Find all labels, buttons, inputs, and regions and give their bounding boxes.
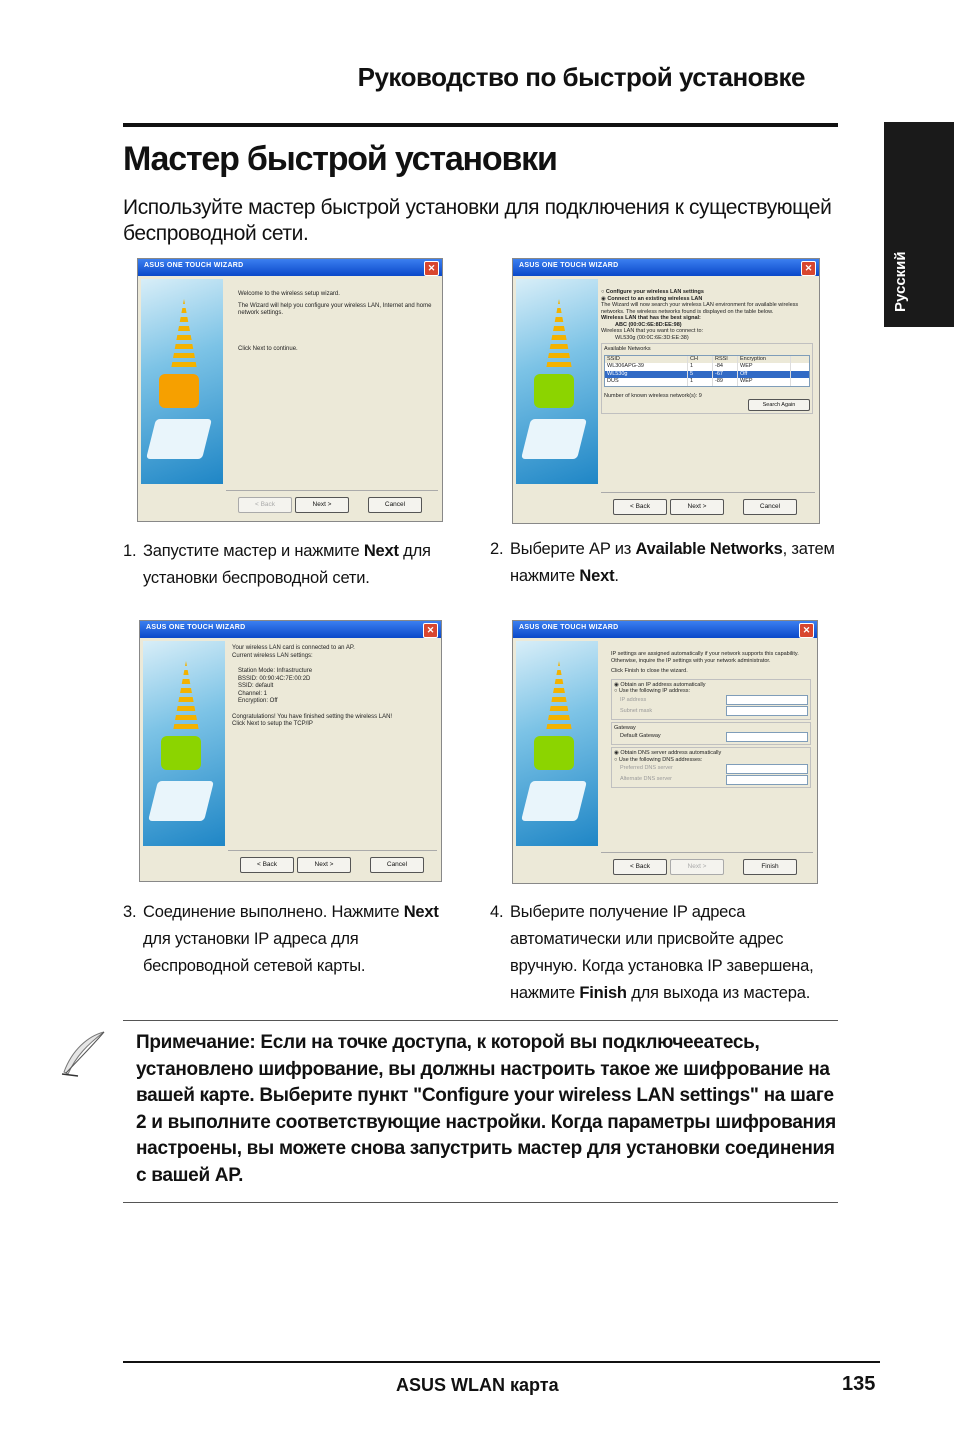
dns-pref-field[interactable] bbox=[726, 764, 808, 774]
footer-rule bbox=[123, 1361, 880, 1363]
window-title: ASUS ONE TOUCH WIZARD bbox=[146, 624, 246, 631]
language-tab bbox=[884, 122, 954, 327]
gateway-label: Default Gateway bbox=[620, 733, 661, 740]
best-signal-label: Wireless LAN that has the best signal: bbox=[601, 315, 701, 321]
wizard-graphic bbox=[141, 279, 223, 484]
ip-group bbox=[611, 679, 811, 720]
group-label: Available Networks bbox=[604, 346, 651, 352]
ip-address-label: IP address bbox=[620, 696, 647, 703]
gateway-field[interactable] bbox=[726, 732, 808, 742]
wizard-graphic bbox=[143, 641, 225, 846]
close-icon[interactable]: ✕ bbox=[799, 623, 814, 638]
connect-to-label: Wireless LAN that you want to connect to: bbox=[601, 328, 704, 334]
window-title: ASUS ONE TOUCH WIZARD bbox=[519, 624, 619, 631]
description-text: The Wizard will help you configure your wireless LAN, Internet and home network settings. bbox=[238, 302, 432, 316]
next-button[interactable]: Next > bbox=[670, 859, 724, 875]
next-button[interactable]: Next > bbox=[295, 497, 349, 513]
dns-manual-radio[interactable]: ○ Use the following DNS addresses: bbox=[614, 756, 703, 763]
window-title: ASUS ONE TOUCH WIZARD bbox=[144, 262, 244, 269]
quill-icon bbox=[58, 1030, 108, 1078]
dns-alt-field[interactable] bbox=[726, 775, 808, 785]
note-rule-top bbox=[123, 1020, 838, 1021]
window-title: ASUS ONE TOUCH WIZARD bbox=[519, 262, 619, 269]
dns-pref-label: Preferred DNS server bbox=[620, 765, 673, 772]
step-3-caption: 3. Соединение выполнено. Нажмите Next для установки IP адреса для беспроводной сетевой карты. bbox=[123, 903, 439, 975]
back-button[interactable]: < Back bbox=[613, 499, 667, 515]
best-signal-value: ABC (00:0C:6E:8D:EE:98) bbox=[615, 321, 682, 328]
gateway-group bbox=[611, 722, 811, 746]
connect-to-value: WL530g (00:0C:6E:3D:EE:38) bbox=[615, 334, 689, 341]
search-again-button[interactable]: Search Again bbox=[748, 399, 810, 411]
ip-description: IP settings are assigned automatically if your network supports this capability. Otherwise, inquire the IP settings with your network administrator. bbox=[611, 651, 799, 664]
connected-text: Your wireless LAN card is connected to an AP. bbox=[232, 645, 355, 651]
welcome-text: Welcome to the wireless setup wizard. bbox=[238, 291, 340, 297]
step-1-caption: 1. Запустите мастер и нажмите Next для установки беспроводной сети. bbox=[123, 542, 431, 587]
table-row[interactable]: DUS 1 -89 WEP bbox=[605, 378, 809, 386]
wizard-screenshot-2 bbox=[512, 258, 820, 524]
gateway-group-label: Gateway bbox=[614, 724, 636, 731]
cancel-button[interactable]: Cancel bbox=[743, 499, 797, 515]
cancel-button[interactable]: Cancel bbox=[368, 497, 422, 513]
wizard-screenshot-3 bbox=[139, 620, 442, 882]
wizard-graphic bbox=[516, 641, 598, 846]
running-header: Руководство по быстрой установке bbox=[357, 62, 805, 92]
ip-auto-radio[interactable]: ◉ Obtain an IP address automatically bbox=[614, 681, 706, 688]
intro-paragraph: Используйте мастер быстрой установки для подключения к существующей беспроводной сети. bbox=[123, 196, 832, 245]
back-button[interactable]: < Back bbox=[613, 859, 667, 875]
next-button[interactable]: Next > bbox=[297, 857, 351, 873]
cancel-button[interactable]: Cancel bbox=[370, 857, 424, 873]
close-icon[interactable]: ✕ bbox=[424, 261, 439, 276]
status-list: Station Mode: Infrastructure BSSID: 00:90:4C:7E:00:2D SSID: default Channel: 1 Encryption: Off bbox=[238, 668, 313, 704]
congrats-text: Congratulations! You have finished setting the wireless LAN! bbox=[232, 713, 393, 720]
dns-group bbox=[611, 747, 811, 788]
title-bar bbox=[513, 259, 819, 276]
search-description: The Wizard will now search your wireless LAN environment for available wireless networks. The wireless networks found is displayed on the table below. bbox=[601, 302, 799, 315]
wizard-graphic bbox=[516, 279, 598, 484]
header-rule bbox=[123, 123, 838, 127]
network-count: Number of known wireless network(s): 9 bbox=[604, 392, 702, 399]
dns-alt-label: Alternate DNS server bbox=[620, 776, 672, 783]
networks-table[interactable]: SSID CH RSSI Encryption WL306APG-39 1 -84 WEP WL530g 5 -67 Off DUS 1 -89 WEP bbox=[604, 355, 810, 387]
back-button[interactable]: < Back bbox=[240, 857, 294, 873]
wizard-screenshot-4 bbox=[512, 620, 818, 884]
table-row[interactable]: WL306APG-39 1 -84 WEP bbox=[605, 363, 809, 371]
finish-instruction: Click Finish to close the wizard. bbox=[611, 668, 688, 674]
close-icon[interactable]: ✕ bbox=[423, 623, 438, 638]
finish-button[interactable]: Finish bbox=[743, 859, 797, 875]
option-connect[interactable]: ◉ Connect to an existing wireless LAN bbox=[601, 295, 703, 302]
page-number: 135 bbox=[842, 1373, 876, 1395]
available-networks-group bbox=[601, 343, 813, 414]
note-rule-bottom bbox=[123, 1202, 838, 1203]
footer-product-name: ASUS WLAN карта bbox=[396, 1375, 559, 1395]
title-bar bbox=[513, 621, 817, 638]
step-4-caption: 4. Выберите получение IP адреса автоматически или присвойте адрес вручную. Когда установка IP завершена, нажмите Finish для выхода из мастера. bbox=[490, 903, 814, 1002]
instruction-text: Click Next to continue. bbox=[238, 345, 298, 352]
option-configure[interactable]: ○ Configure your wireless LAN settings bbox=[601, 289, 704, 295]
subnet-label: Subnet mask bbox=[620, 707, 653, 714]
dns-auto-radio[interactable]: ◉ Obtain DNS server address automatically bbox=[614, 750, 722, 756]
close-icon[interactable]: ✕ bbox=[801, 261, 816, 276]
subnet-field[interactable] bbox=[726, 706, 808, 716]
wizard-screenshot-1 bbox=[137, 258, 443, 522]
table-row-selected[interactable]: WL530g 5 -67 Off bbox=[605, 371, 809, 379]
next-button[interactable]: Next > bbox=[670, 499, 724, 515]
ip-manual-radio[interactable]: ○ Use the following IP address: bbox=[614, 688, 690, 694]
note-text: Примечание: Если на точке доступа, к которой вы подключееатесь, установлено шифрование, вы должны настроить такое же шифрование на вашей карте. Выберите пункт "Configure your wireless LAN settings" на шаге 2 и выполните соответствующие настройки. Когда параметры шифрования настроены, вы можете снова запустрить мастер для установки соединения с вашей AP. bbox=[136, 1032, 836, 1186]
next-instruction: Click Next to setup the TCP/IP bbox=[232, 721, 313, 727]
title-bar bbox=[138, 259, 442, 276]
language-tab-label: Русский bbox=[892, 251, 909, 312]
step-2-caption: 2. Выберите AP из Available Networks, затем нажмите Next. bbox=[490, 540, 835, 585]
title-bar bbox=[140, 621, 441, 638]
settings-label: Current wireless LAN settings: bbox=[232, 652, 313, 659]
page-title: Мастер быстрой установки bbox=[123, 140, 557, 178]
back-button[interactable]: < Back bbox=[238, 497, 292, 513]
ip-address-field[interactable] bbox=[726, 695, 808, 705]
